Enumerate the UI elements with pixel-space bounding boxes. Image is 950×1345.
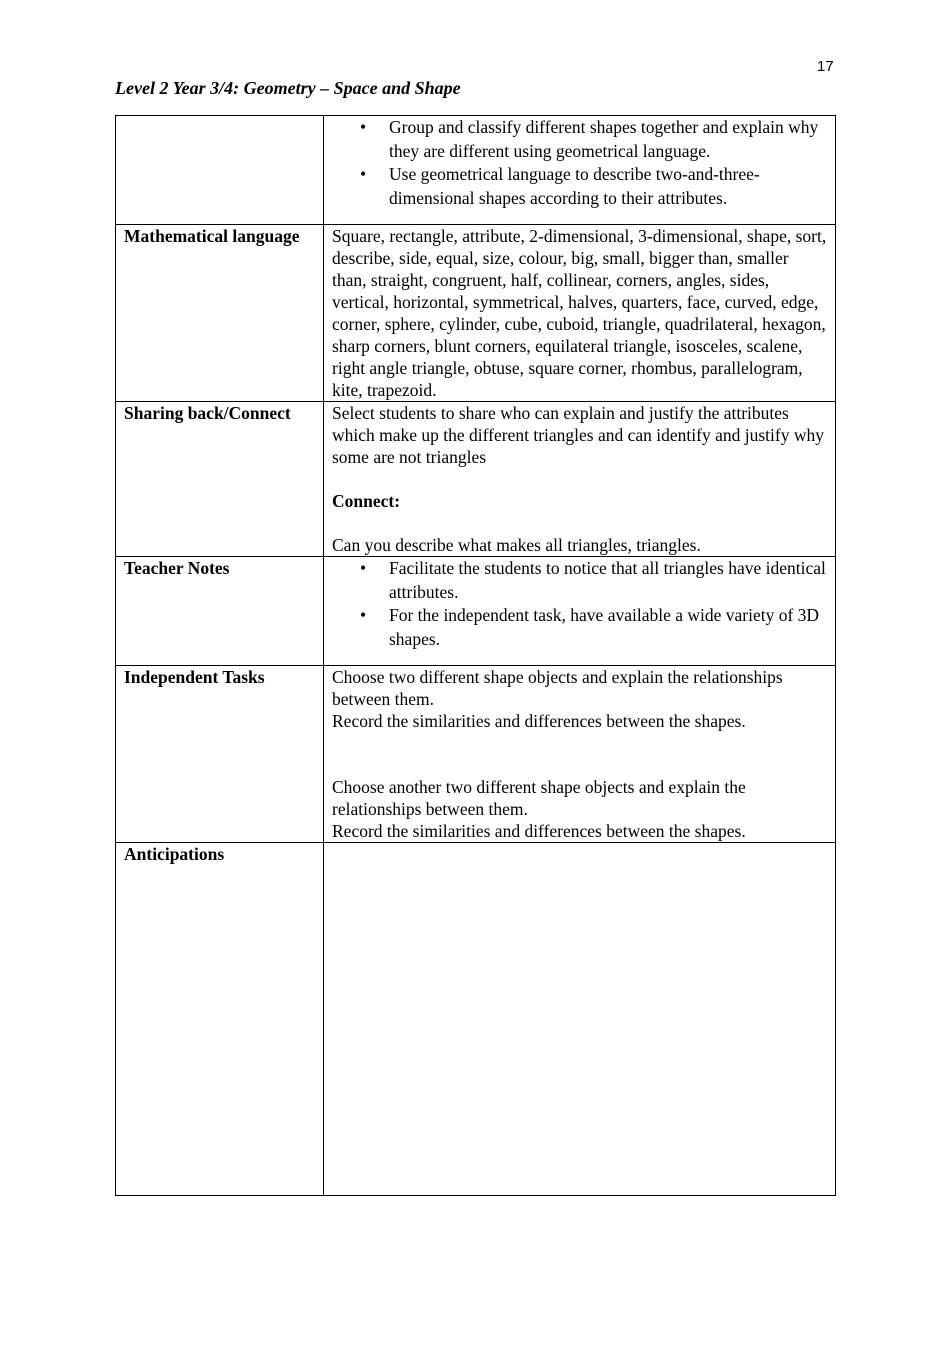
row-content — [324, 843, 836, 1196]
row-content — [324, 557, 836, 666]
row-label: Mathematical language — [116, 225, 324, 402]
table-row-anticipations — [116, 843, 836, 1196]
connect-text: Can you describe what makes all triangles, triangles. — [332, 535, 701, 555]
table-row-teacher-notes — [116, 557, 836, 666]
sharing-text: Select students to share who can explain and justify the attributes which make up the different triangles and can identify and justify why some are not triangles — [332, 403, 824, 467]
bullet-icon: • — [360, 605, 367, 625]
row-label: Anticipations — [116, 843, 324, 1196]
row-label — [116, 116, 324, 225]
list-item: • For the independent task, have available a wide variety of 3D shapes. — [360, 605, 820, 649]
page-number: 17 — [817, 58, 834, 75]
bullet-icon: • — [360, 117, 367, 137]
row-content — [324, 116, 836, 225]
table-row-independent-tasks — [116, 666, 836, 843]
row-content — [324, 666, 836, 843]
task-2-record: Record the similarities and differences between the shapes. — [332, 821, 746, 841]
row-label: Teacher Notes — [116, 557, 324, 666]
row-label: Independent Tasks — [116, 666, 324, 843]
row-content: Square, rectangle, attribute, 2-dimensional, 3-dimensional, shape, sort, describe, side, equal, size, colour, big, small, bigger than, smaller than, straight, congruent, half, collinear, corners, angles, sides, vertical, horizontal, symmetrical, halves, quarters, face, curved, edge, corner, sphere, cylinder, cube, cuboid, triangle, quadrilateral, hexagon, sharp corners, blunt corners, equilateral triangle, isosceles, scalene, right angle triangle, obtuse, square corner, rhombus, parallelogram, kite, trapezoid. — [324, 225, 836, 402]
bullet-icon: • — [360, 558, 367, 578]
document-title: Level 2 Year 3/4: Geometry – Space and Shape — [115, 78, 461, 98]
bullet-list — [332, 557, 827, 651]
task-1-record: Record the similarities and differences between the shapes. — [332, 711, 746, 731]
table-row-mathematical-language — [116, 225, 836, 402]
bullet-icon: • — [360, 164, 367, 184]
bullet-list — [332, 116, 827, 210]
table-row-sharing-back — [116, 402, 836, 557]
lesson-plan-table — [115, 115, 836, 1196]
list-item: • Group and classify different shapes together and explain why they are different using geometrical language. — [360, 117, 819, 161]
task-1-prompt: Choose two different shape objects and explain the relationships between them. — [332, 667, 783, 709]
list-item: • Facilitate the students to notice that all triangles have identical attributes. — [360, 558, 826, 602]
row-label: Sharing back/Connect — [116, 402, 324, 557]
list-item: • Use geometrical language to describe two-and-three-dimensional shapes according to their attributes. — [360, 164, 760, 208]
row-content — [324, 402, 836, 557]
connect-heading: Connect: — [332, 491, 401, 511]
task-2-prompt: Choose another two different shape objects and explain the relationships between them. — [332, 777, 746, 819]
table-row-continuation — [116, 116, 836, 225]
